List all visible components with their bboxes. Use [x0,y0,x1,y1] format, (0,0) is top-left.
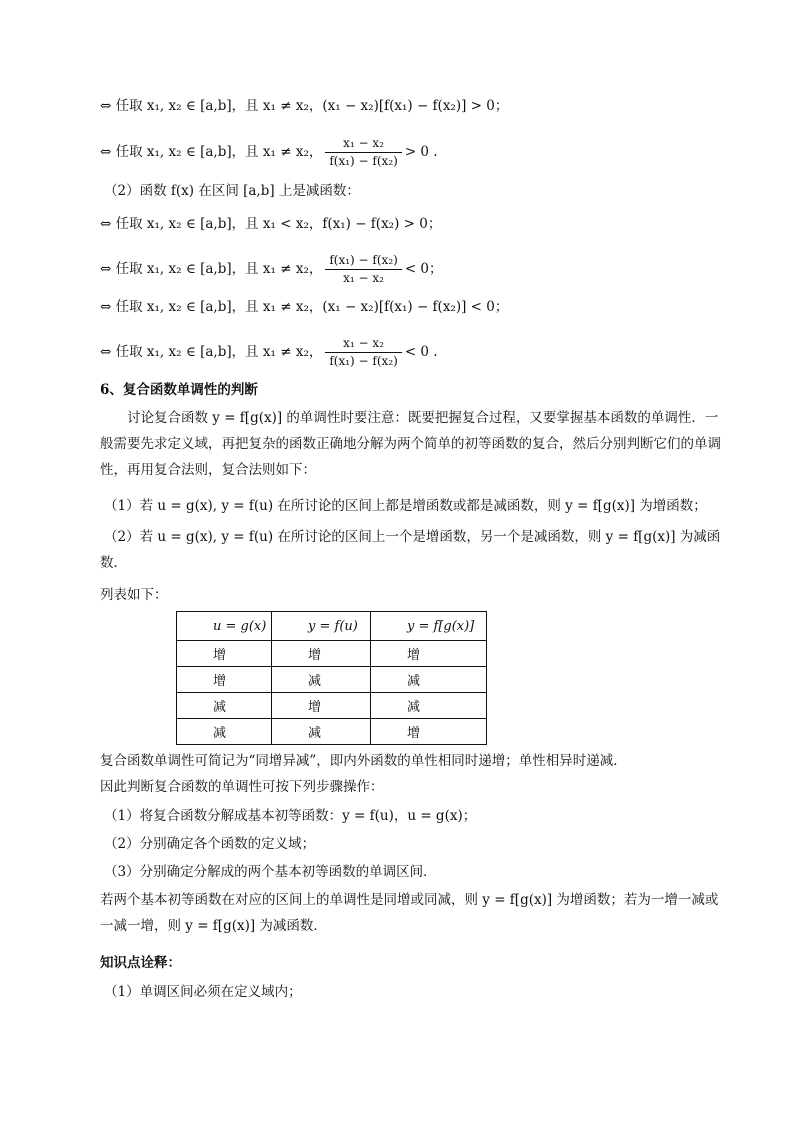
table-cell: 增 [272,641,371,667]
table-cell: 增 [371,641,487,667]
table-header-cell: u = g(x) [177,612,272,641]
table-row [177,641,487,667]
condition-prefix: ⇔ 任取 x₁, x₂ ∈ [a,b]，且 x₁ ≠ x₂， [100,344,323,360]
step-1: （1）将复合函数分解成基本初等函数：y = f(u)，u = g(x)； [104,808,477,824]
paragraph-discussion: 讨论复合函数 y = f[g(x)] 的单调性时要注意：既要把握复合过程，又要掌握基本函数的单调性．一般需要先求定义域，再把复杂的函数正确地分解为两个简单的初等函数的复合，然后分别判断它们的单调性，再用复合法则，复合法则如下： [100,410,721,478]
conclusion-paragraph: 若两个基本初等函数在对应的区间上的单调性是同增或同减，则 y = f[g(x)] 为增函数；若为一增一减或一减一增，则 y = f[g(x)] 为减函数． [100,892,719,934]
table-cell: 减 [371,693,487,719]
table-cell: 减 [272,667,371,693]
condition-line-fraction-1 [100,136,438,169]
table-header-row [177,612,487,641]
list-label: 列表如下： [100,587,168,603]
fraction-numerator: x₁ − x₂ [325,136,401,153]
step-3: （3）分别确定分解成的两个基本初等函数的单调区间． [104,864,437,880]
condition-line-3: ⇔ 任取 x₁, x₂ ∈ [a,b]，且 x₁ ≠ x₂，(x₁ − x₂)[f(x₁) − f(x₂)] < 0； [100,299,509,315]
fraction [325,136,401,169]
table-row [177,719,487,745]
condition-line-fraction-2 [100,253,443,286]
fraction-denominator: f(x₁) − f(x₂) [329,354,398,368]
fraction-numerator: f(x₁) − f(x₂) [325,253,401,270]
note-1: （1）单调区间必须在定义域内； [104,984,302,1000]
fraction-denominator: x₁ − x₂ [343,271,384,285]
condition-prefix: ⇔ 任取 x₁, x₂ ∈ [a,b]，且 x₁ ≠ x₂， [100,261,323,277]
condition-suffix: < 0 . [404,344,438,360]
table-cell: 增 [177,667,272,693]
fraction-numerator: x₁ − x₂ [325,336,401,353]
table-cell: 减 [272,719,371,745]
rule-1: （1）若 u = g(x), y = f(u) 在所讨论的区间上都是增函数或都是减函数，则 y = f[g(x)] 为增函数； [104,498,707,514]
condition-line-1: ⇔ 任取 x₁, x₂ ∈ [a,b]，且 x₁ ≠ x₂，(x₁ − x₂)[f(x₁) − f(x₂)] > 0； [100,98,509,114]
condition-prefix: ⇔ 任取 x₁, x₂ ∈ [a,b]，且 x₁ ≠ x₂， [100,144,323,160]
section-2-title: （2）函数 f(x) 在区间 [a,b] 上是减函数： [104,183,360,199]
condition-suffix: < 0； [404,261,443,277]
table-cell: 增 [177,641,272,667]
steps-intro: 因此判断复合函数的单调性可按下列步骤操作： [100,779,384,795]
condition-line-2: ⇔ 任取 x₁, x₂ ∈ [a,b]，且 x₁ < x₂，f(x₁) − f(x₂) > 0； [100,216,442,232]
section-6-heading: 6、复合函数单调性的判断 [100,382,258,398]
table-cell: 减 [177,719,272,745]
table-cell: 减 [371,667,487,693]
table-header-cell: y = f[g(x)] [371,612,487,641]
fraction-denominator: f(x₁) − f(x₂) [329,154,398,168]
note-title: 知识点诠释： [100,955,181,971]
step-2: （2）分别确定各个函数的定义域； [104,836,316,852]
condition-line-fraction-3 [100,336,438,369]
fraction [325,336,401,369]
condition-suffix: > 0 . [404,144,438,160]
monotonicity-table [176,611,487,745]
summary-line: 复合函数单调性可简记为“同增异减”，即内外函数的单性相同时递增；单性相异时递减． [100,753,627,769]
table-row [177,667,487,693]
rule-2: （2）若 u = g(x), y = f(u) 在所讨论的区间上一个是增函数，另一个是减函数，则 y = f[g(x)] 为减函数． [100,529,721,571]
table-row [177,693,487,719]
fraction [325,253,401,286]
table-header-cell: y = f(u) [272,612,371,641]
table-cell: 增 [272,693,371,719]
table-cell: 减 [177,693,272,719]
table-cell: 增 [371,719,487,745]
